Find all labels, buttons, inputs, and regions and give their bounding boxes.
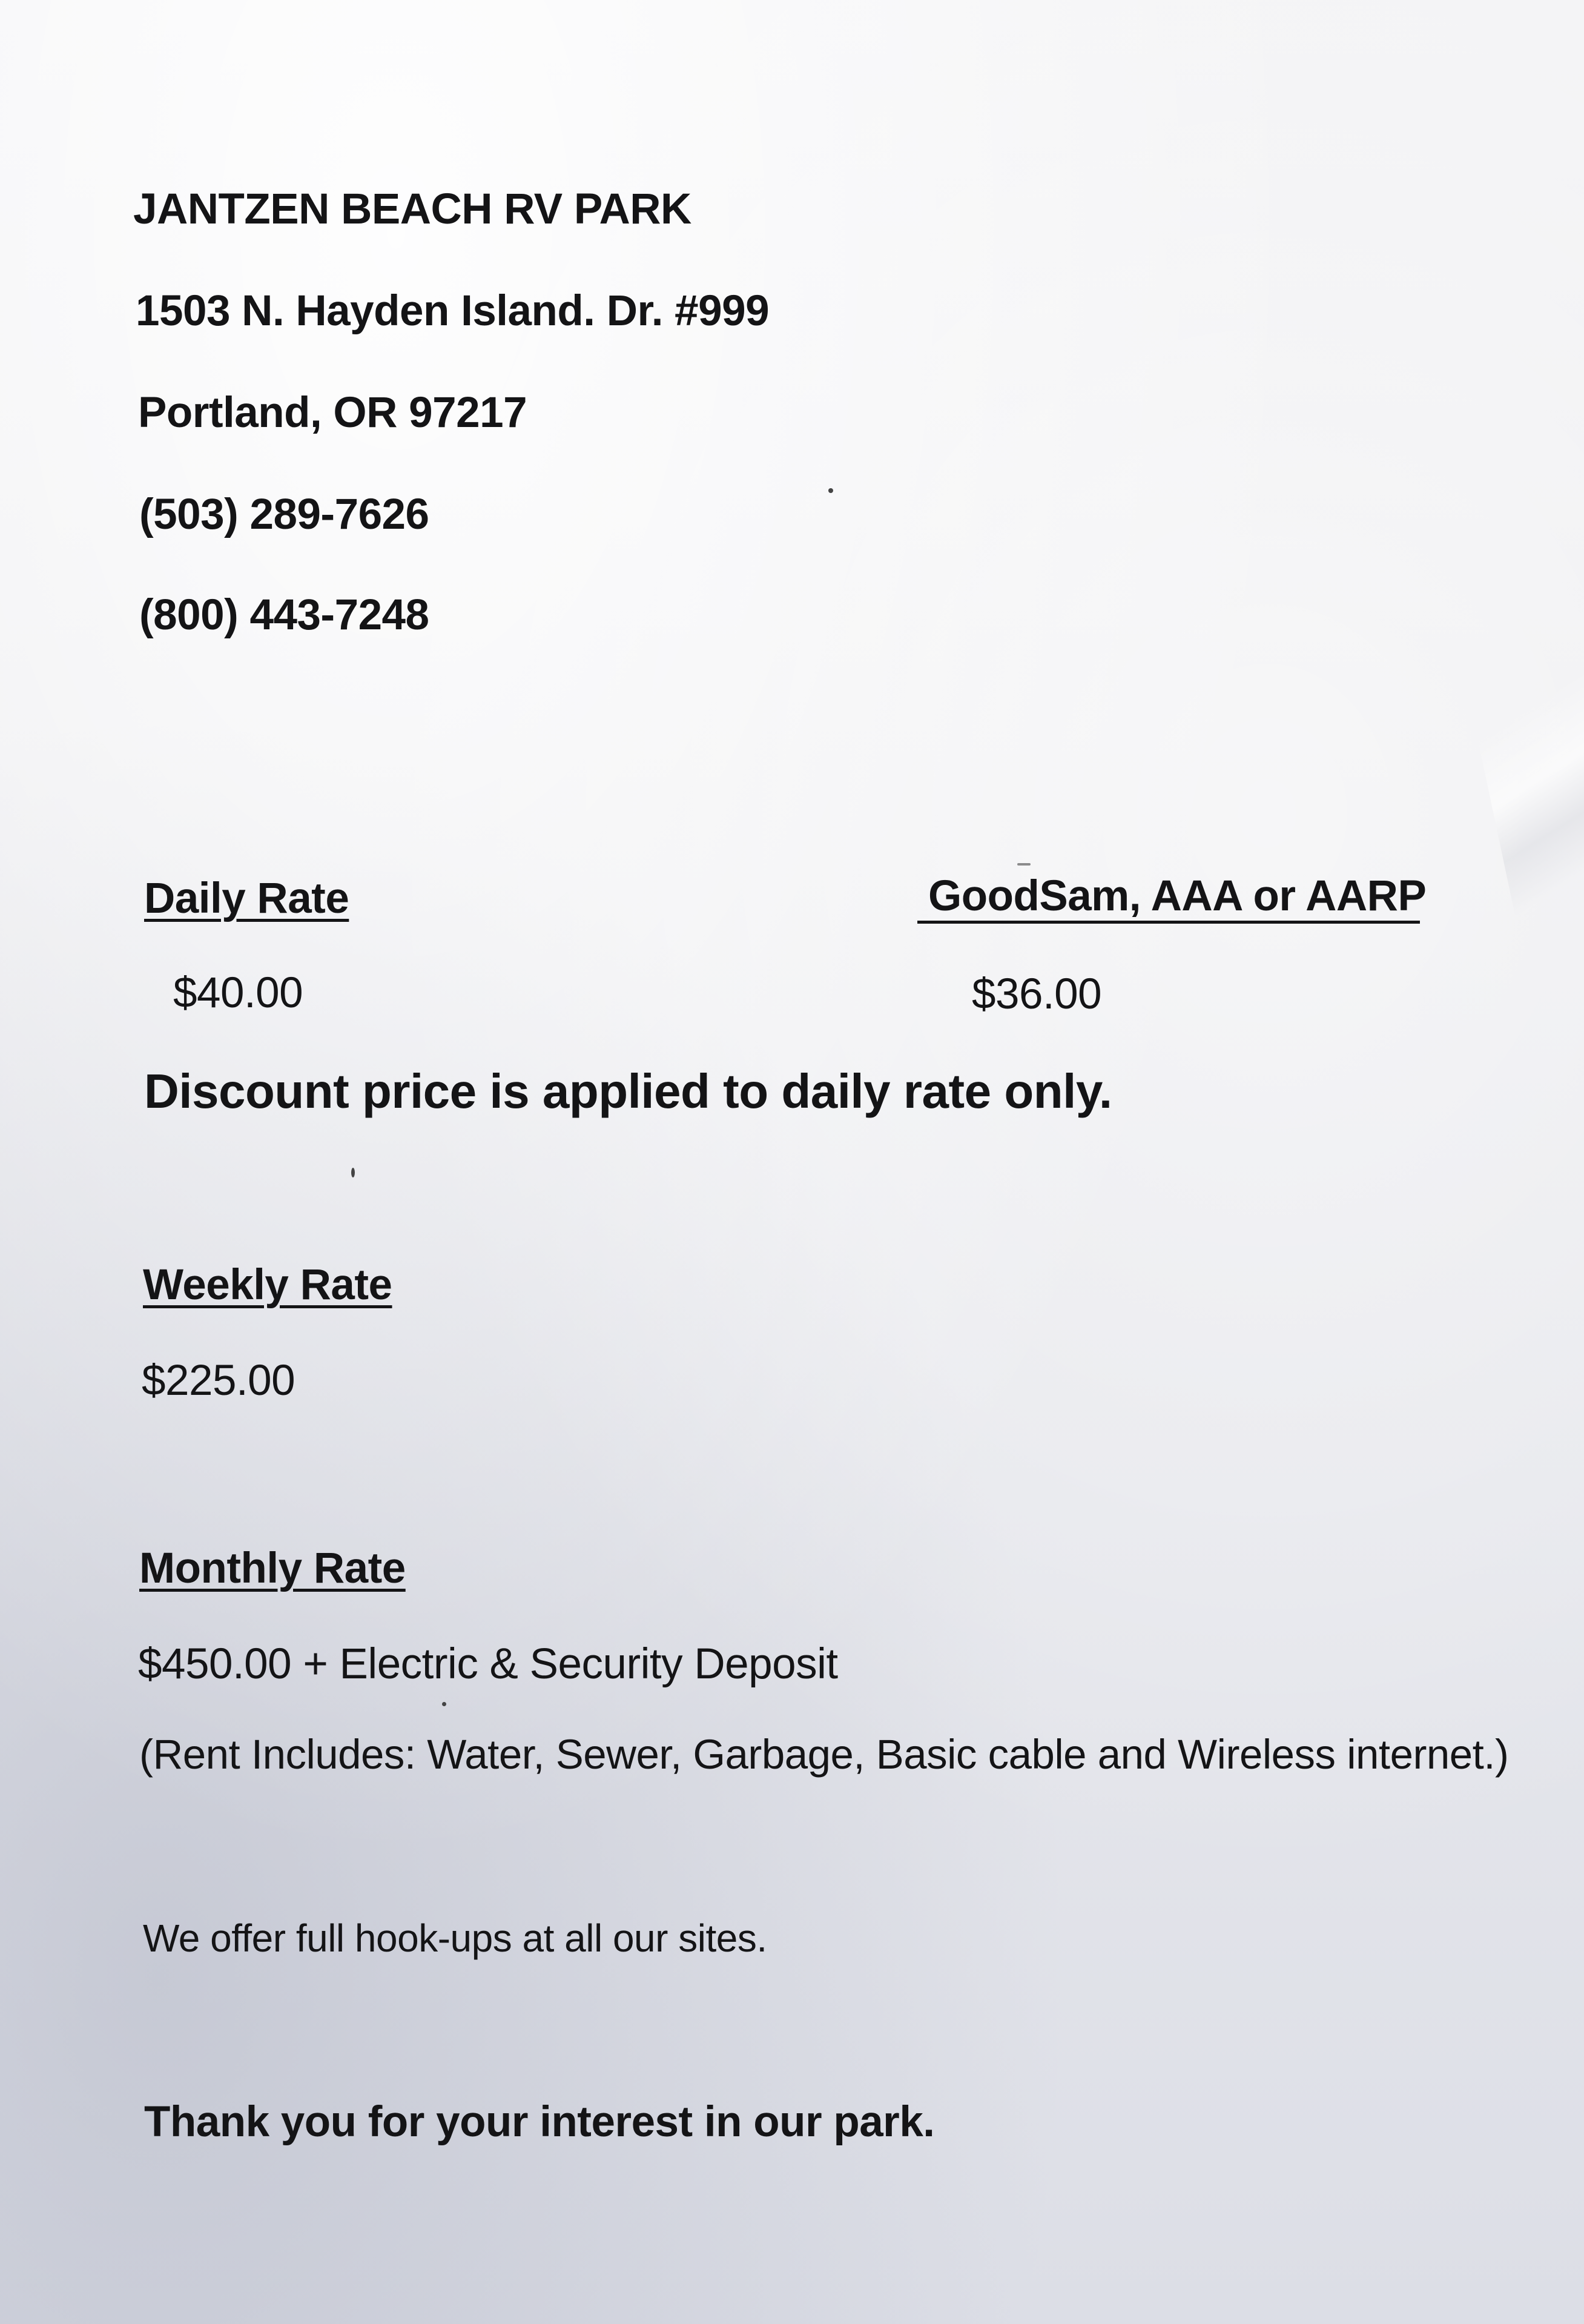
hookups-note: We offer full hook-ups at all our sites. (143, 1916, 767, 1960)
weekly-rate-heading: Weekly Rate (143, 1261, 392, 1309)
discount-heading-underline (917, 921, 1420, 924)
discount-heading: GoodSam, AAA or AARP (928, 872, 1427, 920)
discount-note: Discount price is applied to daily rate only. (144, 1064, 1112, 1118)
monthly-rate-price: $450.00 + Electric & Security Deposit (138, 1640, 838, 1688)
monthly-includes: (Rent Includes: Water, Sewer, Garbage, Basic cable and Wireless internet.) (139, 1731, 1509, 1778)
paper-crease (1454, 590, 1584, 924)
park-name: JANTZEN BEACH RV PARK (133, 185, 691, 233)
address-line2: Portland, OR 97217 (138, 389, 527, 437)
daily-rate-price: $40.00 (173, 969, 303, 1017)
paper-speck (442, 1702, 446, 1706)
weekly-rate-price: $225.00 (142, 1357, 295, 1405)
monthly-rate-heading: Monthly Rate (139, 1544, 406, 1592)
paper-speck (1017, 863, 1031, 866)
address-line1: 1503 N. Hayden Island. Dr. #999 (136, 287, 770, 335)
phone-tollfree: (800) 443-7248 (139, 591, 429, 639)
phone-local: (503) 289-7626 (139, 491, 429, 538)
paper-speck (828, 488, 833, 493)
thank-you-note: Thank you for your interest in our park. (144, 2098, 935, 2146)
daily-rate-heading: Daily Rate (144, 875, 349, 922)
discount-price: $36.00 (972, 970, 1102, 1018)
paper-speck (351, 1168, 355, 1177)
